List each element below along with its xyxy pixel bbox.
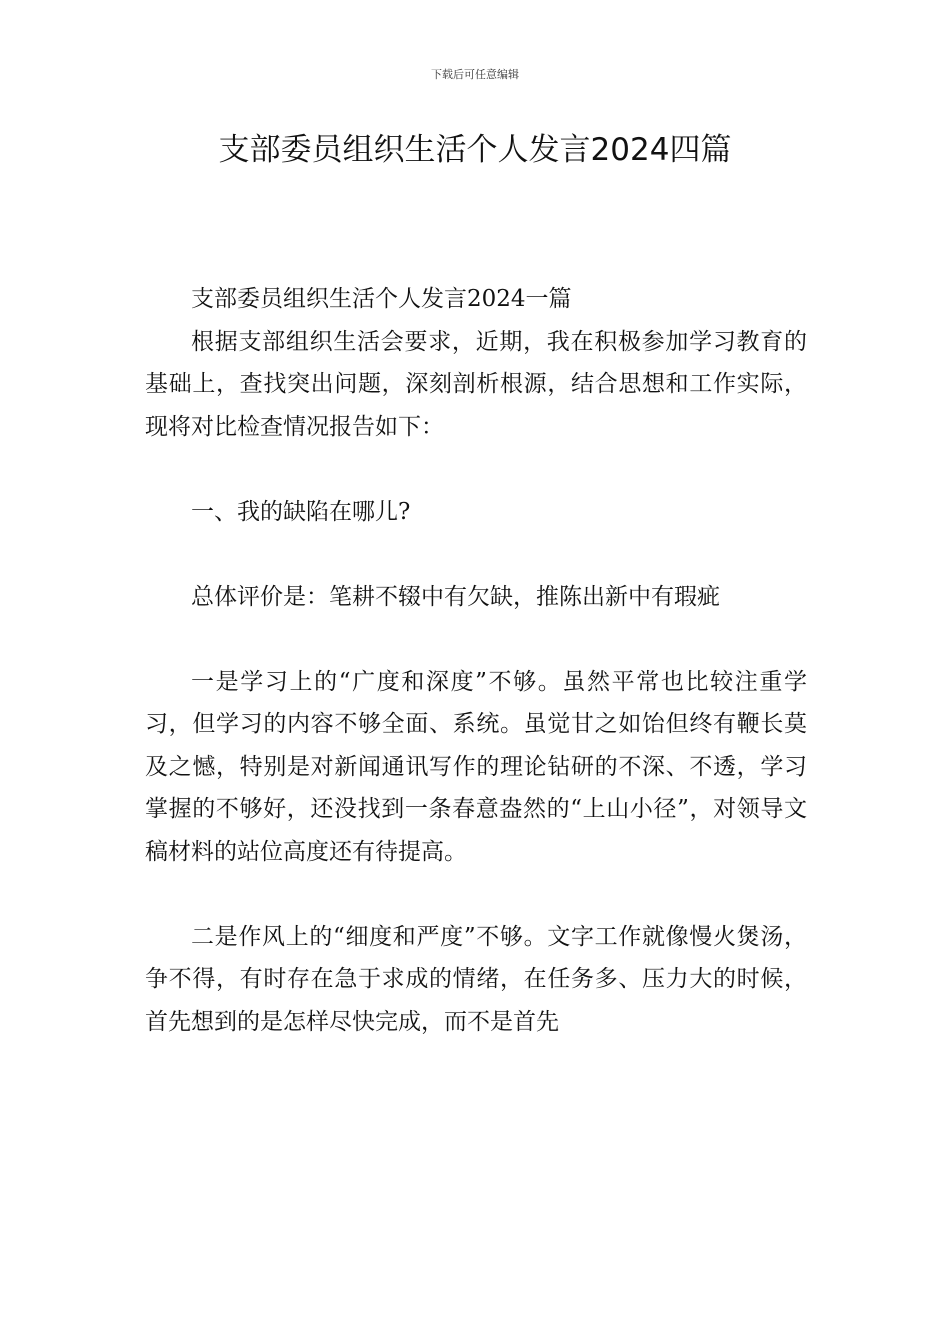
paragraph-overall-evaluation: 总体评价是：笔耕不辍中有欠缺，推陈出新中有瑕疵	[191, 583, 720, 610]
paragraph-gap	[145, 618, 807, 661]
header-note: 下载后可任意编辑	[431, 68, 519, 81]
paragraph-point-two: 二是作风上的“细度和严度”不够。文字工作就像慢火煲汤，争不得，有时存在急于求成的情绪，在任务多、压力大的时候，首先想到的是怎样尽快完成，而不是首先	[145, 923, 807, 1035]
paragraph-gap	[145, 533, 807, 576]
paragraph-point-one: 一是学习上的“广度和深度”不够。虽然平常也比较注重学习，但学习的内容不够全面、系统。虽觉甘之如饴但终有鞭长莫及之憾，特别是对新闻通讯写作的理论钻研的不深、不透，学习掌握的不够好，还没找到一条春意盎然的“上山小径”，对领导文稿材料的站位高度还有待提高。	[145, 668, 807, 865]
document-title: 支部委员组织生活个人发言2024四篇	[218, 132, 732, 168]
heading-deficiency: 一、我的缺陷在哪儿?	[191, 498, 411, 525]
section-heading-first: 支部委员组织生活个人发言2024一篇	[191, 286, 572, 312]
paragraph-intro: 根据支部组织生活会要求，近期，我在积极参加学习教育的基础上，查找突出问题，深刻剖析根源，结合思想和工作实际，现将对比检查情况报告如下：	[145, 328, 807, 440]
paragraph-gap	[145, 448, 807, 491]
paragraph-gap	[145, 873, 807, 916]
document-body	[145, 278, 807, 1043]
